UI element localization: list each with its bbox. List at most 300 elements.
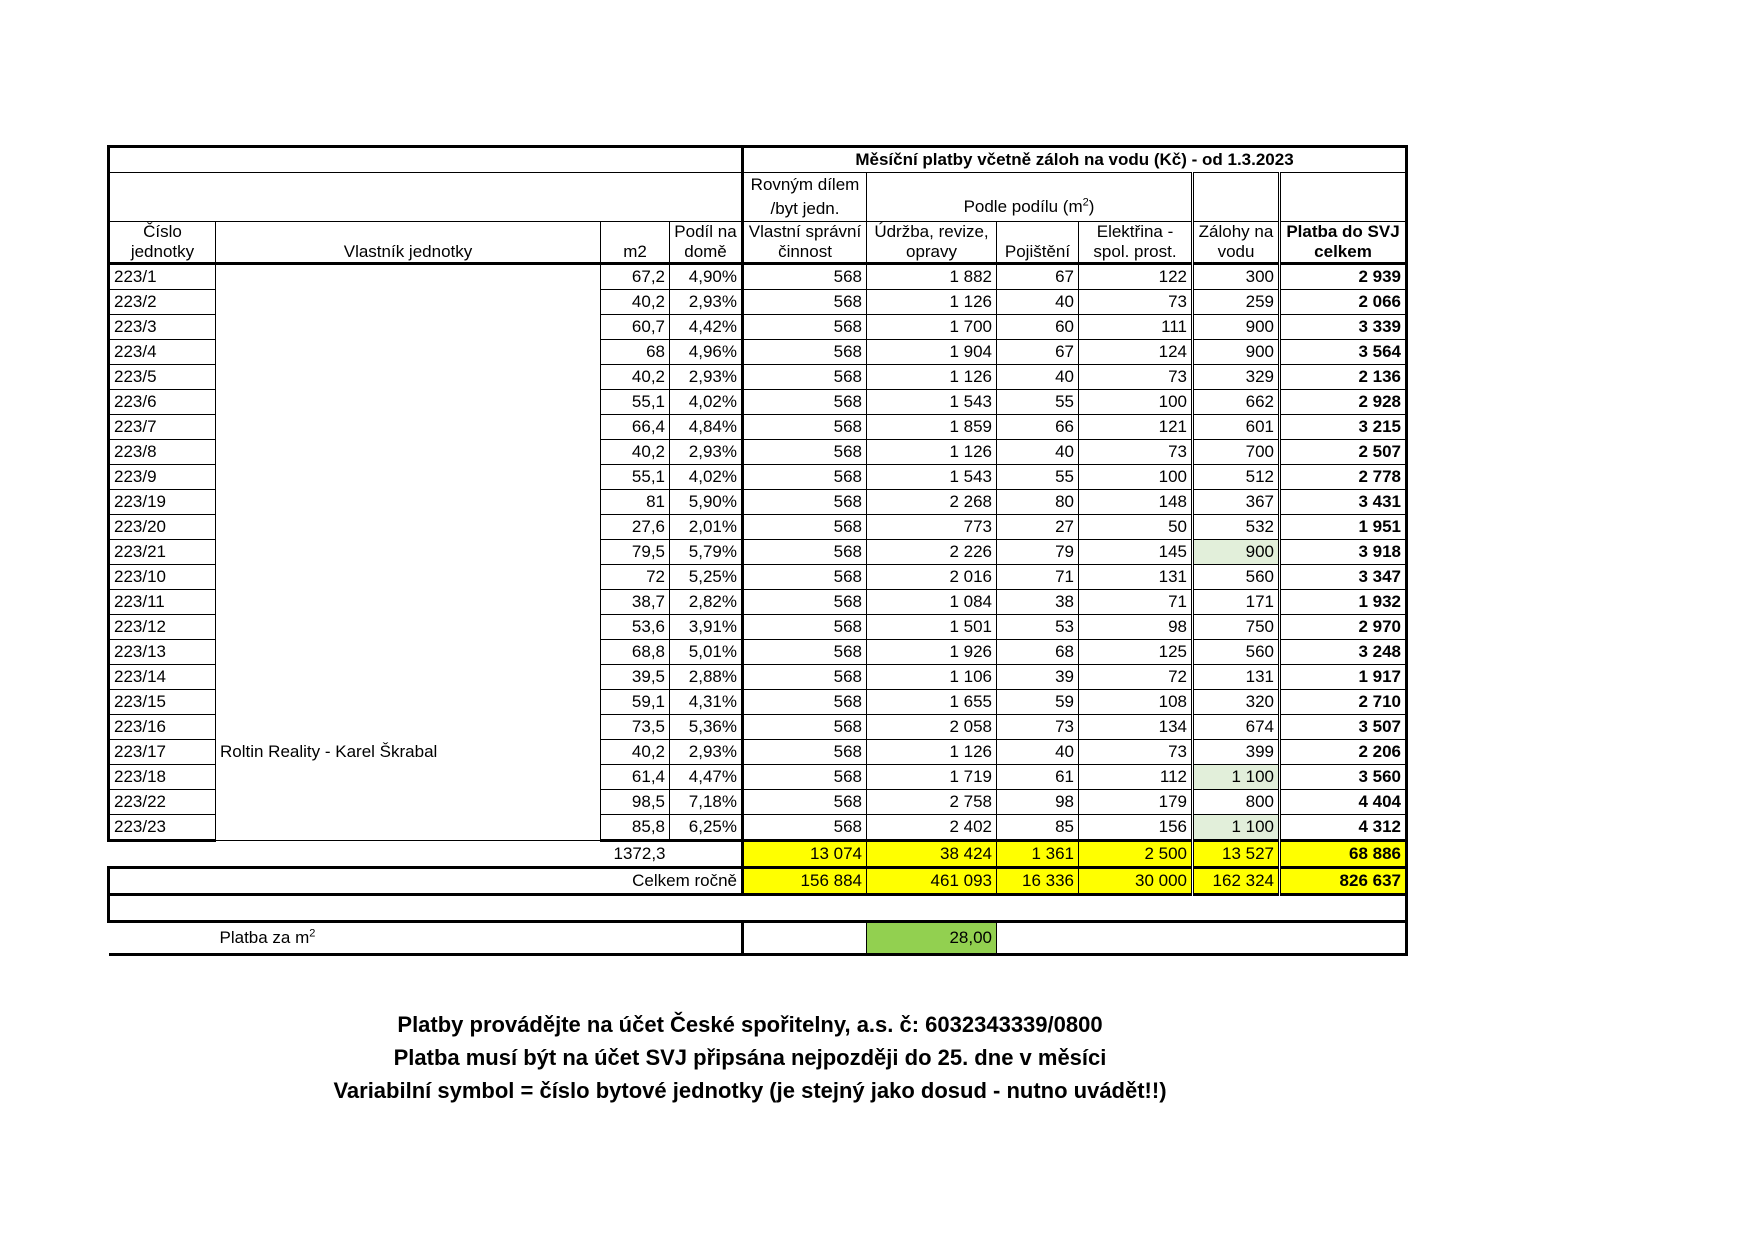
unit-number: 223/6: [109, 390, 216, 415]
owner-name: [216, 815, 601, 841]
unit-number: 223/21: [109, 540, 216, 565]
total-payment: 3 560: [1280, 765, 1407, 790]
admin-fee: 568: [743, 765, 867, 790]
electricity-fee: 156: [1079, 815, 1193, 841]
total-payment: 2 939: [1280, 264, 1407, 290]
year-electricity: 30 000: [1079, 868, 1193, 895]
insurance-fee: 73: [997, 715, 1079, 740]
maintenance-fee: 1 543: [867, 390, 997, 415]
total-payment: 3 507: [1280, 715, 1407, 740]
electricity-fee: 122: [1079, 264, 1193, 290]
water-deposit: 750: [1193, 615, 1280, 640]
owner-name: Roltin Reality - Karel Škrabal: [216, 740, 601, 765]
share-percent: 2,93%: [670, 290, 743, 315]
admin-fee: 568: [743, 415, 867, 440]
admin-fee: 568: [743, 315, 867, 340]
table-row: [109, 640, 1407, 665]
share-percent: 7,18%: [670, 790, 743, 815]
table-title: Měsíční platby včetně záloh na vodu (Kč) - od 1.3.2023: [743, 147, 1407, 173]
water-deposit: 329: [1193, 365, 1280, 390]
electricity-fee: 98: [1079, 615, 1193, 640]
total-m2: 1372,3: [601, 841, 670, 868]
table-row: [109, 540, 1407, 565]
admin-fee: 568: [743, 490, 867, 515]
insurance-fee: 59: [997, 690, 1079, 715]
table-row: [109, 790, 1407, 815]
insurance-fee: 80: [997, 490, 1079, 515]
maintenance-fee: 1 700: [867, 315, 997, 340]
col-vlastni: Vlastní správní činnost: [743, 222, 867, 264]
area-m2: 79,5: [601, 540, 670, 565]
insurance-fee: 67: [997, 264, 1079, 290]
area-m2: 81: [601, 490, 670, 515]
admin-fee: 568: [743, 264, 867, 290]
share-percent: 5,36%: [670, 715, 743, 740]
insurance-fee: 27: [997, 515, 1079, 540]
maintenance-fee: 1 859: [867, 415, 997, 440]
share-percent: 2,93%: [670, 740, 743, 765]
area-m2: 40,2: [601, 440, 670, 465]
owner-name: [216, 365, 601, 390]
total-payment: 3 918: [1280, 540, 1407, 565]
admin-fee: 568: [743, 590, 867, 615]
owner-name: [216, 640, 601, 665]
admin-fee: 568: [743, 815, 867, 841]
electricity-fee: 73: [1079, 740, 1193, 765]
share-percent: 2,88%: [670, 665, 743, 690]
share-percent: 4,47%: [670, 765, 743, 790]
share-percent: 2,93%: [670, 440, 743, 465]
admin-fee: 568: [743, 615, 867, 640]
admin-fee: 568: [743, 665, 867, 690]
blank-header-platba: [1280, 173, 1407, 222]
table-row: [109, 440, 1407, 465]
table-row: [109, 415, 1407, 440]
col-pojisteni: Pojištění: [997, 222, 1079, 264]
water-deposit: 131: [1193, 665, 1280, 690]
table-row: [109, 690, 1407, 715]
total-payment: 2 928: [1280, 390, 1407, 415]
maintenance-fee: 2 758: [867, 790, 997, 815]
insurance-fee: 98: [997, 790, 1079, 815]
water-deposit: 512: [1193, 465, 1280, 490]
share-percent: 5,25%: [670, 565, 743, 590]
owner-name: [216, 790, 601, 815]
total-payment: 4 404: [1280, 790, 1407, 815]
area-m2: 40,2: [601, 740, 670, 765]
water-deposit: 674: [1193, 715, 1280, 740]
maintenance-fee: 2 402: [867, 815, 997, 841]
total-payment: 2 710: [1280, 690, 1407, 715]
area-m2: 61,4: [601, 765, 670, 790]
area-m2: 85,8: [601, 815, 670, 841]
total-payment: 4 312: [1280, 815, 1407, 841]
electricity-fee: 100: [1079, 465, 1193, 490]
unit-number: 223/10: [109, 565, 216, 590]
blank: [216, 841, 601, 868]
total-payment: 2 136: [1280, 365, 1407, 390]
share-percent: 2,82%: [670, 590, 743, 615]
unit-number: 223/3: [109, 315, 216, 340]
rate-row: [109, 922, 1407, 955]
owner-name: [216, 264, 601, 290]
total-payment: 3 215: [1280, 415, 1407, 440]
area-m2: 67,2: [601, 264, 670, 290]
unit-number: 223/14: [109, 665, 216, 690]
admin-fee: 568: [743, 365, 867, 390]
rate-label-sup: 2: [309, 927, 316, 940]
maintenance-fee: 2 016: [867, 565, 997, 590]
table-row: [109, 390, 1407, 415]
blank: [109, 895, 1407, 922]
unit-number: 223/18: [109, 765, 216, 790]
payments-table: [107, 145, 1408, 956]
owner-name: [216, 290, 601, 315]
year-insurance: 16 336: [997, 868, 1079, 895]
total-payment: 3 339: [1280, 315, 1407, 340]
owner-name: [216, 540, 601, 565]
unit-number: 223/11: [109, 590, 216, 615]
col-m2: m2: [601, 222, 670, 264]
col-podil: Podíl na domě: [670, 222, 743, 264]
maintenance-fee: 1 126: [867, 440, 997, 465]
instruction-line: Variabilní symbol = číslo bytové jednotky (je stejný jako dosud - nutno uvádět!!): [333, 1078, 1167, 1103]
table-row: [109, 665, 1407, 690]
table-row: [109, 290, 1407, 315]
total-payment: 2 206: [1280, 740, 1407, 765]
blank: [743, 922, 867, 955]
unit-number: 223/17: [109, 740, 216, 765]
col-cislo: Číslo jednotky: [109, 222, 216, 264]
spacer-row: [109, 895, 1407, 922]
total-payment: 3 431: [1280, 490, 1407, 515]
area-m2: 39,5: [601, 665, 670, 690]
admin-fee: 568: [743, 340, 867, 365]
electricity-fee: 148: [1079, 490, 1193, 515]
area-m2: 73,5: [601, 715, 670, 740]
year-admin: 156 884: [743, 868, 867, 895]
table-row: [109, 590, 1407, 615]
col-udrzba: Údržba, revize, opravy: [867, 222, 997, 264]
table-row: [109, 765, 1407, 790]
table-row: [109, 365, 1407, 390]
unit-number: 223/7: [109, 415, 216, 440]
col-zalohy: Zálohy na vodu: [1193, 222, 1280, 264]
owner-name: [216, 340, 601, 365]
electricity-fee: 179: [1079, 790, 1193, 815]
water-deposit: 1 100: [1193, 765, 1280, 790]
area-m2: 55,1: [601, 390, 670, 415]
table-row: [109, 264, 1407, 290]
blank-header-cell-2: [109, 173, 743, 222]
electricity-fee: 71: [1079, 590, 1193, 615]
area-m2: 68: [601, 340, 670, 365]
total-water: 13 527: [1193, 841, 1280, 868]
water-deposit: 320: [1193, 690, 1280, 715]
share-percent: 6,25%: [670, 815, 743, 841]
owner-name: [216, 565, 601, 590]
maintenance-fee: 1 719: [867, 765, 997, 790]
share-percent: 5,01%: [670, 640, 743, 665]
share-percent: 4,02%: [670, 390, 743, 415]
table-row: [109, 465, 1407, 490]
water-deposit: 300: [1193, 264, 1280, 290]
total-payment: 1 932: [1280, 590, 1407, 615]
col-elektrina: Elektřina - spol. prost.: [1079, 222, 1193, 264]
insurance-fee: 60: [997, 315, 1079, 340]
water-deposit: 532: [1193, 515, 1280, 540]
rate-value: 28,00: [867, 922, 997, 955]
unit-number: 223/12: [109, 615, 216, 640]
year-maintenance: 461 093: [867, 868, 997, 895]
area-m2: 53,6: [601, 615, 670, 640]
rate-label-text: Platba za m: [219, 928, 310, 947]
insurance-fee: 68: [997, 640, 1079, 665]
electricity-fee: 121: [1079, 415, 1193, 440]
electricity-fee: 100: [1079, 390, 1193, 415]
admin-fee: 568: [743, 790, 867, 815]
share-percent: 4,96%: [670, 340, 743, 365]
unit-number: 223/2: [109, 290, 216, 315]
unit-number: 223/15: [109, 690, 216, 715]
payment-instructions: [0, 1008, 1500, 1107]
electricity-fee: 125: [1079, 640, 1193, 665]
total-payment: 3 248: [1280, 640, 1407, 665]
unit-number: 223/22: [109, 790, 216, 815]
electricity-fee: 145: [1079, 540, 1193, 565]
table-row: [109, 615, 1407, 640]
maintenance-fee: 1 126: [867, 740, 997, 765]
yearly-total-row: [109, 868, 1407, 895]
water-deposit: 367: [1193, 490, 1280, 515]
owner-name: [216, 765, 601, 790]
total-payment: 2 066: [1280, 290, 1407, 315]
water-deposit: 560: [1193, 565, 1280, 590]
owner-name: [216, 315, 601, 340]
total-payment: 2 778: [1280, 465, 1407, 490]
total-payment: 3 347: [1280, 565, 1407, 590]
insurance-fee: 39: [997, 665, 1079, 690]
maintenance-fee: 2 226: [867, 540, 997, 565]
year-payment: 826 637: [1280, 868, 1407, 895]
maintenance-fee: 2 268: [867, 490, 997, 515]
owner-name: [216, 440, 601, 465]
unit-number: 223/13: [109, 640, 216, 665]
unit-number: 223/20: [109, 515, 216, 540]
electricity-fee: 134: [1079, 715, 1193, 740]
header-rovnym: Rovným dílem /byt jedn.: [743, 173, 867, 222]
insurance-fee: 55: [997, 465, 1079, 490]
area-m2: 55,1: [601, 465, 670, 490]
table-row: [109, 815, 1407, 841]
unit-number: 223/19: [109, 490, 216, 515]
water-deposit: 560: [1193, 640, 1280, 665]
maintenance-fee: 1 926: [867, 640, 997, 665]
blank: [109, 922, 216, 955]
water-deposit: 601: [1193, 415, 1280, 440]
electricity-fee: 108: [1079, 690, 1193, 715]
maintenance-fee: 2 058: [867, 715, 997, 740]
admin-fee: 568: [743, 515, 867, 540]
area-m2: 59,1: [601, 690, 670, 715]
monthly-total-row: [109, 841, 1407, 868]
admin-fee: 568: [743, 640, 867, 665]
owner-name: [216, 515, 601, 540]
electricity-fee: 111: [1079, 315, 1193, 340]
admin-fee: 568: [743, 390, 867, 415]
instruction-line: Platba musí být na účet SVJ připsána nejpozději do 25. dne v měsíci: [393, 1045, 1107, 1070]
owner-name: [216, 415, 601, 440]
unit-number: 223/16: [109, 715, 216, 740]
maintenance-fee: 1 126: [867, 290, 997, 315]
unit-number: 223/9: [109, 465, 216, 490]
water-deposit: 900: [1193, 540, 1280, 565]
area-m2: 27,6: [601, 515, 670, 540]
owner-name: [216, 690, 601, 715]
maintenance-fee: 773: [867, 515, 997, 540]
insurance-fee: 55: [997, 390, 1079, 415]
insurance-fee: 66: [997, 415, 1079, 440]
instruction-line: Platby provádějte na účet České spořitelny, a.s. č: 6032343339/0800: [397, 1012, 1103, 1037]
total-payment: 3 564: [1280, 340, 1407, 365]
electricity-fee: 72: [1079, 665, 1193, 690]
owner-name: [216, 665, 601, 690]
blank-header-zalohy: [1193, 173, 1280, 222]
total-electricity: 2 500: [1079, 841, 1193, 868]
insurance-fee: 67: [997, 340, 1079, 365]
insurance-fee: 85: [997, 815, 1079, 841]
maintenance-fee: 1 106: [867, 665, 997, 690]
share-percent: 4,31%: [670, 690, 743, 715]
insurance-fee: 40: [997, 740, 1079, 765]
water-deposit: 1 100: [1193, 815, 1280, 841]
unit-number: 223/23: [109, 815, 216, 841]
area-m2: 40,2: [601, 290, 670, 315]
total-payment: 1 917: [1280, 665, 1407, 690]
admin-fee: 568: [743, 690, 867, 715]
unit-number: 223/5: [109, 365, 216, 390]
total-maintenance: 38 424: [867, 841, 997, 868]
year-water: 162 324: [1193, 868, 1280, 895]
unit-number: 223/4: [109, 340, 216, 365]
electricity-fee: 50: [1079, 515, 1193, 540]
owner-name: [216, 490, 601, 515]
maintenance-fee: 1 543: [867, 465, 997, 490]
electricity-fee: 131: [1079, 565, 1193, 590]
insurance-fee: 40: [997, 440, 1079, 465]
total-payment-sum: 68 886: [1280, 841, 1407, 868]
unit-number: 223/1: [109, 264, 216, 290]
area-m2: 60,7: [601, 315, 670, 340]
water-deposit: 900: [1193, 315, 1280, 340]
admin-fee: 568: [743, 465, 867, 490]
table-row: [109, 740, 1407, 765]
water-deposit: 662: [1193, 390, 1280, 415]
maintenance-fee: 1 655: [867, 690, 997, 715]
share-percent: 2,93%: [670, 365, 743, 390]
maintenance-fee: 1 904: [867, 340, 997, 365]
share-percent: 4,84%: [670, 415, 743, 440]
admin-fee: 568: [743, 740, 867, 765]
area-m2: 98,5: [601, 790, 670, 815]
share-percent: 2,01%: [670, 515, 743, 540]
maintenance-fee: 1 501: [867, 615, 997, 640]
insurance-fee: 40: [997, 365, 1079, 390]
electricity-fee: 73: [1079, 290, 1193, 315]
water-deposit: 399: [1193, 740, 1280, 765]
area-m2: 38,7: [601, 590, 670, 615]
water-deposit: 700: [1193, 440, 1280, 465]
blank: [997, 922, 1407, 955]
owner-name: [216, 390, 601, 415]
water-deposit: 900: [1193, 340, 1280, 365]
share-percent: 5,90%: [670, 490, 743, 515]
header-podle-podilu: Podle podílu $(m^2)$: [867, 173, 1193, 222]
share-percent: 4,42%: [670, 315, 743, 340]
area-m2: 40,2: [601, 365, 670, 390]
owner-name: [216, 615, 601, 640]
share-percent: 5,79%: [670, 540, 743, 565]
unit-number: 223/8: [109, 440, 216, 465]
col-vlastnik: Vlastník jednotky: [216, 222, 601, 264]
water-deposit: 171: [1193, 590, 1280, 615]
electricity-fee: 112: [1079, 765, 1193, 790]
table-row: [109, 315, 1407, 340]
area-m2: 66,4: [601, 415, 670, 440]
rate-label: [216, 922, 743, 955]
admin-fee: 568: [743, 440, 867, 465]
admin-fee: 568: [743, 715, 867, 740]
share-percent: 4,90%: [670, 264, 743, 290]
table-row: [109, 490, 1407, 515]
water-deposit: 259: [1193, 290, 1280, 315]
insurance-fee: 53: [997, 615, 1079, 640]
admin-fee: 568: [743, 565, 867, 590]
insurance-fee: 71: [997, 565, 1079, 590]
table-row: [109, 715, 1407, 740]
owner-name: [216, 590, 601, 615]
total-payment: 1 951: [1280, 515, 1407, 540]
maintenance-fee: 1 882: [867, 264, 997, 290]
water-deposit: 800: [1193, 790, 1280, 815]
area-m2: 68,8: [601, 640, 670, 665]
insurance-fee: 61: [997, 765, 1079, 790]
yearly-total-label: Celkem ročně: [109, 868, 743, 895]
blank: [670, 841, 743, 868]
total-admin: 13 074: [743, 841, 867, 868]
share-percent: 3,91%: [670, 615, 743, 640]
share-percent: 4,02%: [670, 465, 743, 490]
owner-name: [216, 465, 601, 490]
blank-header-cell: [109, 147, 743, 173]
table-row: [109, 340, 1407, 365]
admin-fee: 568: [743, 540, 867, 565]
blank: [109, 841, 216, 868]
area-m2: 72: [601, 565, 670, 590]
maintenance-fee: 1 084: [867, 590, 997, 615]
electricity-fee: 124: [1079, 340, 1193, 365]
table-row: [109, 565, 1407, 590]
admin-fee: 568: [743, 290, 867, 315]
col-platba: Platba do SVJ celkem: [1280, 222, 1407, 264]
owner-name: [216, 715, 601, 740]
total-insurance: 1 361: [997, 841, 1079, 868]
table-row: [109, 515, 1407, 540]
total-payment: 2 970: [1280, 615, 1407, 640]
insurance-fee: 40: [997, 290, 1079, 315]
electricity-fee: 73: [1079, 365, 1193, 390]
insurance-fee: 79: [997, 540, 1079, 565]
